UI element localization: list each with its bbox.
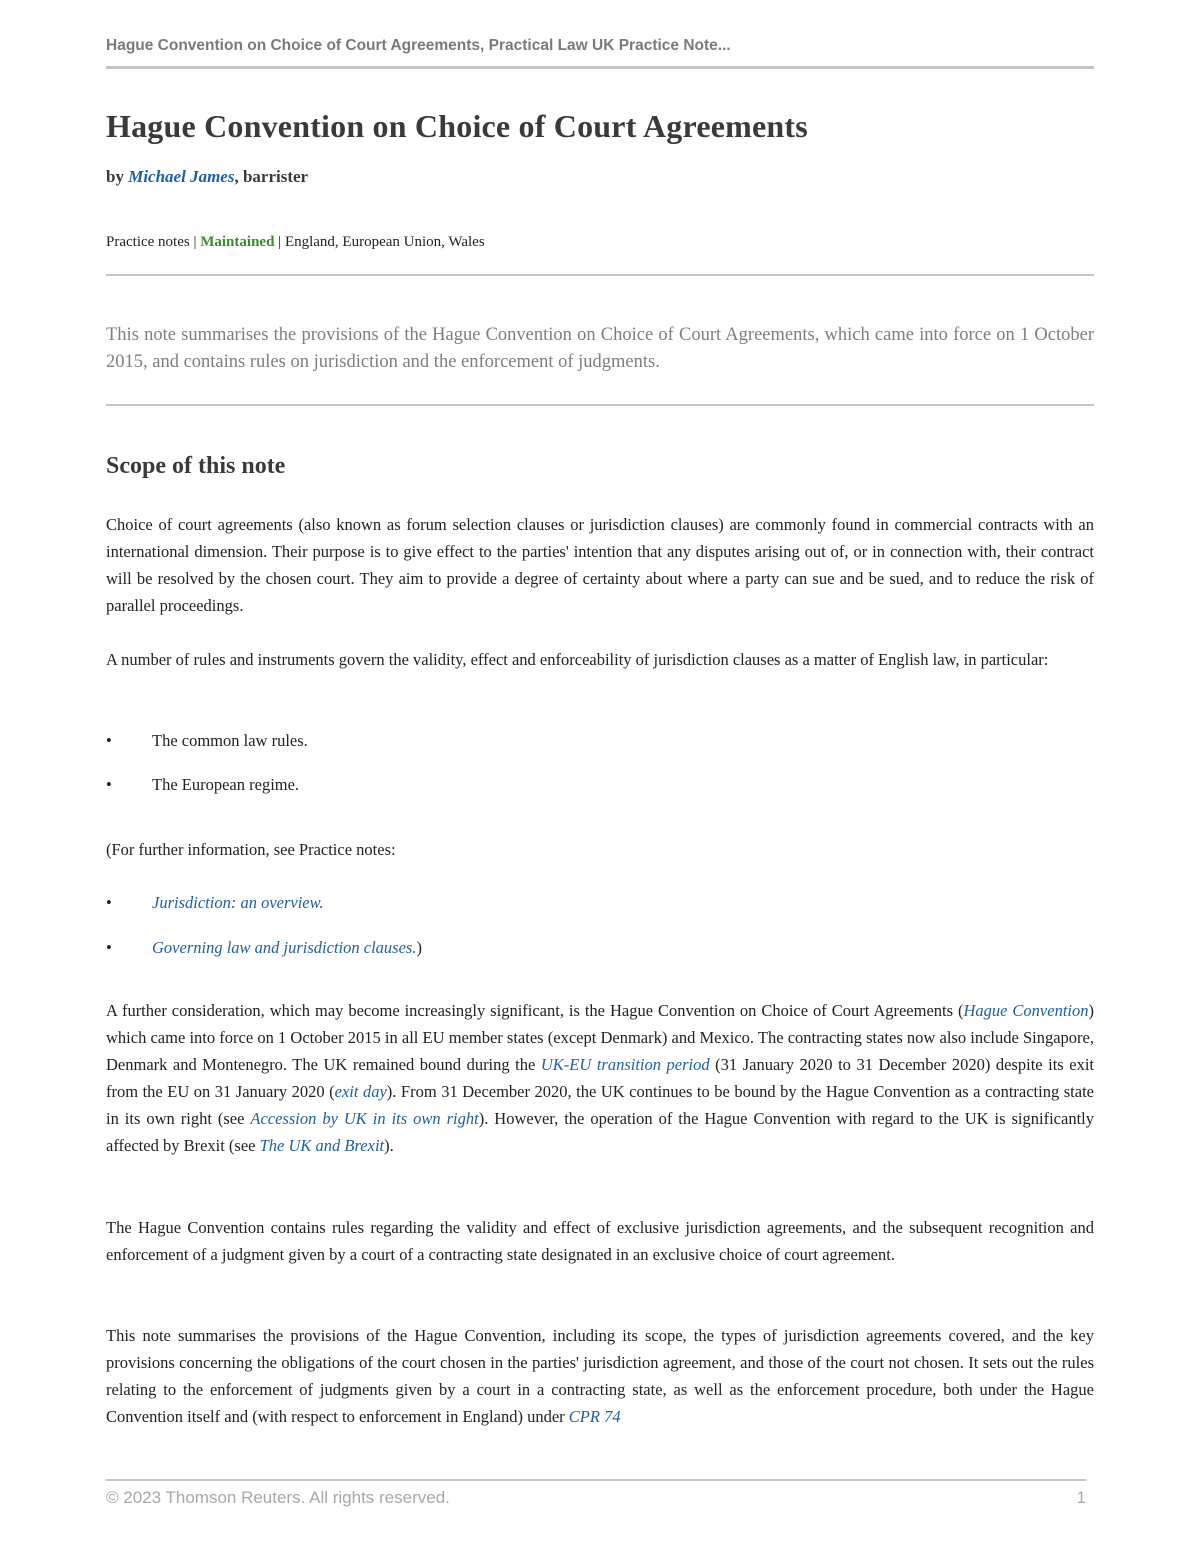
paragraph-1: Choice of court agreements (also known as forum selection clauses or jurisdiction clauses) are commonly found in commercial contracts with an international dimension. Their purpose is to give effect to the parties' intention that any disputes arising out of, or in connection with, their contract will be resolved by the chosen court. They aim to provide a degree of certainty about where a party can sue and be sued, and to reduce the risk of parallel proceedings. (106, 515, 1094, 615)
meta-separator: | (189, 234, 201, 250)
link-exit-day[interactable]: exit day (334, 1082, 387, 1101)
bullet-icon: • (106, 938, 112, 957)
page-title: Hague Convention on Choice of Court Agreements (106, 108, 808, 144)
link-accession[interactable]: Accession by UK in its own right (250, 1109, 479, 1128)
closing-paren: ) (416, 938, 422, 957)
section-heading: Scope of this note (106, 453, 286, 479)
paragraph-6 (106, 1322, 1094, 1430)
text-run: ). (384, 1136, 394, 1155)
running-header: Hague Convention on Choice of Court Agreements, Practical Law UK Practice Note... (106, 37, 731, 54)
bullet-icon: • (106, 893, 112, 912)
byline (106, 167, 308, 187)
resource-meta (106, 234, 485, 251)
list-item-text: The European regime. (152, 775, 300, 794)
paragraph-3: (For further information, see Practice notes: (106, 840, 396, 859)
link-transition-period[interactable]: UK-EU transition period (540, 1055, 710, 1074)
link-uk-brexit[interactable]: The UK and Brexit (259, 1136, 385, 1155)
text-run: ). However, the operation of the Hague Convention with regard to the UK is significantly affected by Brexit (see (106, 1109, 1094, 1155)
paragraph-2: A number of rules and instruments govern the validity, effect and enforceability of jurisdiction clauses as a matter of English law, in particular: (106, 650, 1049, 669)
text-run: (31 January 2020 to 31 December 2020) despite its exit from the EU on 31 January 2020 ( (106, 1055, 1095, 1101)
byline-prefix: by (106, 167, 129, 186)
bullet-icon: • (106, 775, 112, 794)
author-link[interactable]: Michael James (128, 167, 235, 186)
copyright-notice: © 2023 Thomson Reuters. All rights reserved. (106, 1488, 450, 1507)
paragraph-4 (106, 997, 1094, 1159)
list-item-text: The common law rules. (152, 731, 308, 750)
link-jurisdiction-overview[interactable]: Jurisdiction: an overview. (152, 893, 324, 912)
page-number: 1 (1076, 1488, 1086, 1507)
text-run: This note summarises the provisions of the Hague Convention, including its scope, the types of jurisdiction agreements covered, and the key provisions concerning the obligations of the court chosen in the parties' jurisdiction agreement, and those of the court not chosen. It sets out the rules relating to the enforcement of judgments given by a court in a contracting state, as well as the enforcement procedure, both under the Hague Convention itself and (with respect to enforcement in England) under (106, 1326, 1094, 1426)
link-hague-convention[interactable]: Hague Convention (963, 1001, 1089, 1020)
meta-divider (106, 274, 1094, 276)
jurisdictions: England, European Union, Wales (284, 234, 485, 250)
author-role: , barrister (234, 167, 309, 186)
abstract: This note summarises the provisions of the Hague Convention on Choice of Court Agreements, which came into force on 1 October 2015, and contains rules on jurisdiction and the enforcement of judgments. (106, 325, 1094, 372)
paragraph-5: The Hague Convention contains rules regarding the validity and effect of exclusive jurisdiction agreements, and the subsequent recognition and enforcement of a judgment given by a court of a contracting state designated in an exclusive choice of court agreement. (106, 1218, 1094, 1264)
text-run: ) which came into force on 1 October 2015 in all EU member states (except Denmark) and Mexico. The contracting states now also include Singapore, Denmark and Montenegro. The UK remained bound during the (106, 1001, 1094, 1074)
link-cpr-74[interactable]: CPR 74 (568, 1407, 621, 1426)
header-divider (106, 66, 1094, 69)
text-run: ). From 31 December 2020, the UK continues to be bound by the Hague Convention as a contracting state in its own right (see (106, 1082, 1094, 1128)
bullet-icon: • (106, 731, 112, 750)
text-run: A further consideration, which may become increasingly significant, is the Hague Convention on Choice of Court Agreements ( (106, 1001, 964, 1020)
meta-separator: | (274, 234, 285, 250)
status-badge: Maintained (200, 234, 275, 250)
link-governing-law[interactable]: Governing law and jurisdiction clauses. (152, 938, 417, 957)
footer-divider (106, 1479, 1086, 1481)
abstract-divider (106, 404, 1094, 406)
resource-type: Practice notes (106, 234, 190, 250)
